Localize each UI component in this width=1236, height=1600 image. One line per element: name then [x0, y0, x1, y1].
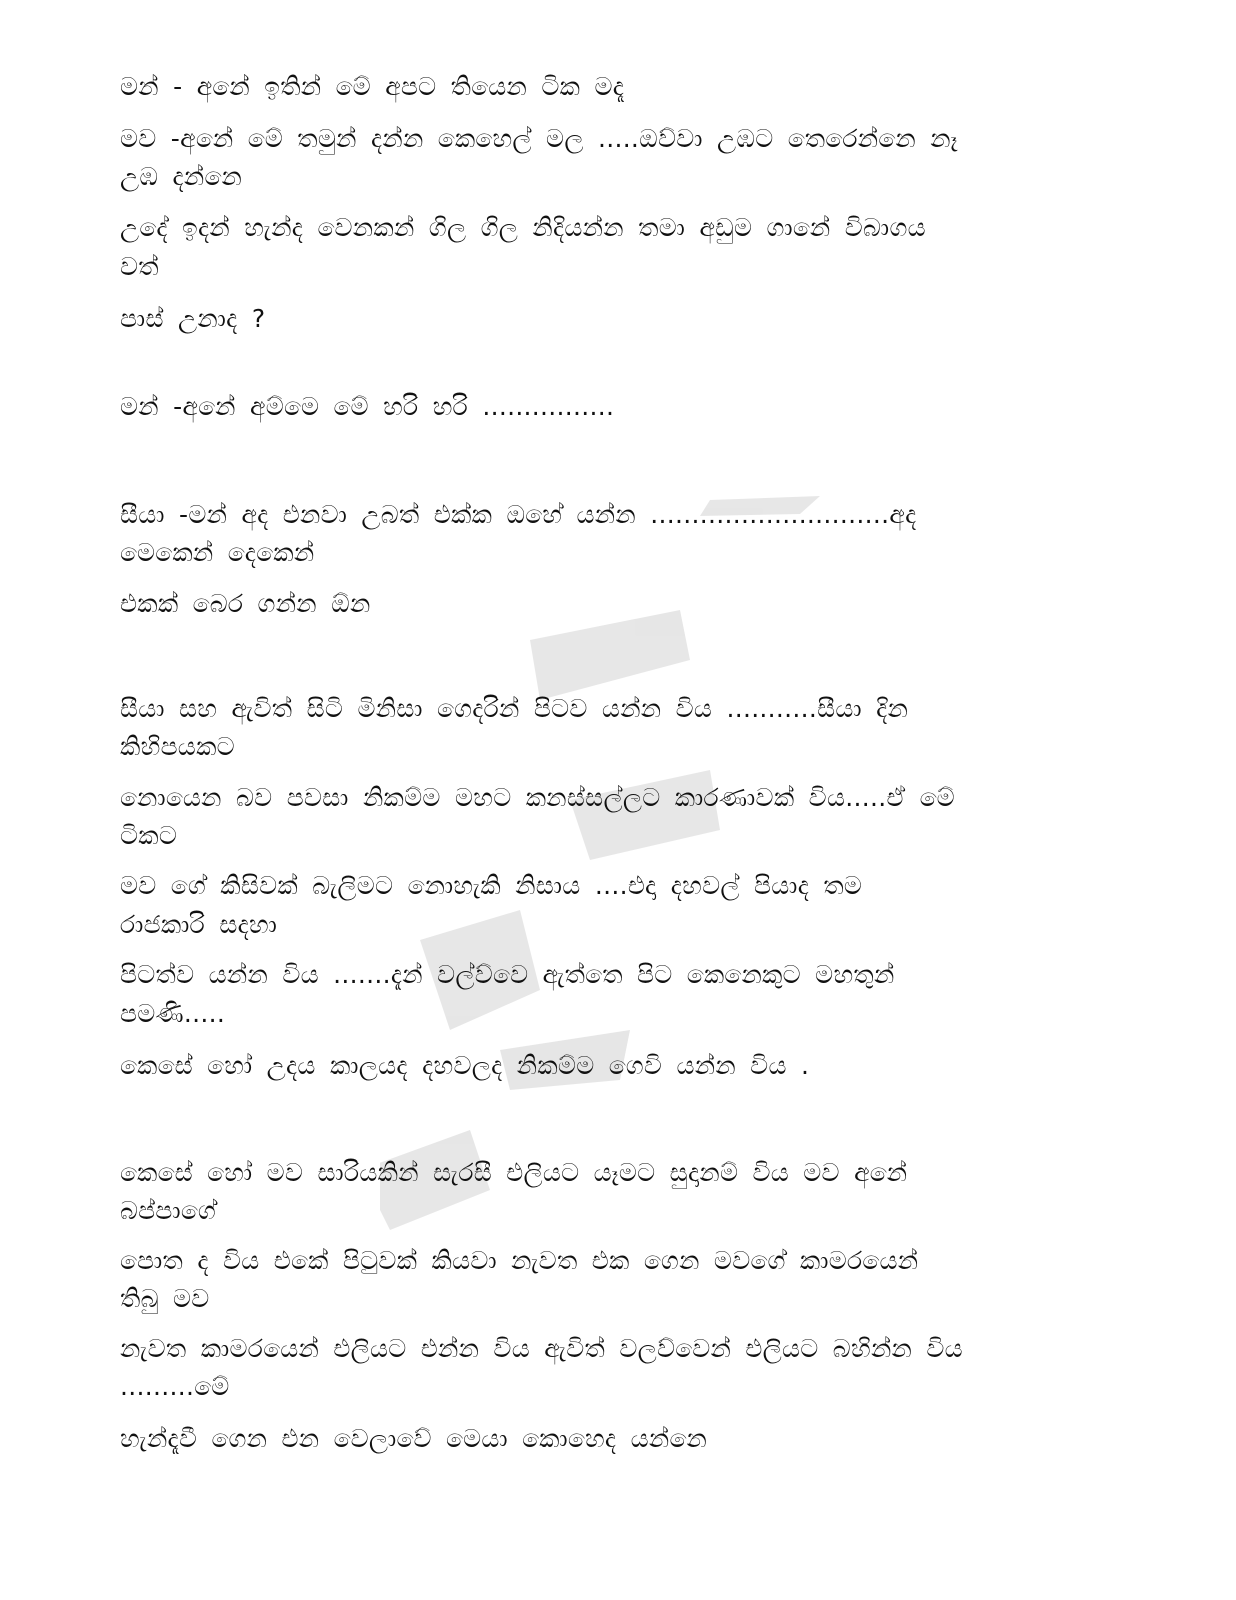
text-line: තිබු මව	[120, 1284, 210, 1313]
text-line: නැවත කාමරයෙන් එලියට එන්න විය ඇවිත් වලව්වෙන් එලියට බහින්න විය	[120, 1334, 963, 1363]
text-line: රාජකාරි සදහා	[120, 910, 278, 939]
text-line: කිහිපයකට	[120, 732, 235, 761]
text-line: සීයා සහ ඇවිත් සිටි මිනිසා ගෙදරින් පිටව යන්න විය ...........සීයා දින	[120, 694, 909, 723]
text-line: පාස් උනාද ?	[120, 304, 266, 333]
text-line: එකක් බෙර ගන්න ඕන	[120, 589, 371, 618]
text-line: පොත ද විය එකේ පිටුවක් කියවා නැවත එක ගෙන මවගේ කාමරයෙන්	[120, 1246, 919, 1275]
watermark-stroke	[530, 610, 690, 700]
text-line: කෙසේ හෝ මව සාරියකින් සැරසී එලියට යෑමට සුදානම් විය මව අනේ	[120, 1158, 908, 1187]
text-line: සීයා -මන් අද එනවා උබත් එක්ක ඔහේ යන්න .............................අද	[120, 500, 917, 529]
text-line: වත්	[120, 252, 159, 281]
text-line: මව ගේ කිසිවක් බැලිමට නොහැකි නිසාය ....එදා දහවල් පියාද තම	[120, 871, 863, 900]
text-line: ටිකට	[120, 821, 178, 850]
text-line: නොයෙන බව පවසා නිකම්ම මහට කනස්සල්ලට කාරණාවක් විය.....ඒ මේ	[120, 783, 955, 812]
text-line: උදේ ඉදන් හැන්ද වෙනකන් ගිල ගිල නිදියන්න තමා අඩුම ගානේ විබාගය	[120, 213, 926, 242]
text-line: පිටත්ව යන්න විය .......දැන් වල්ව්වෙ ඇත්තෙ පිට කෙනෙකුට මහතුන්	[120, 960, 895, 989]
text-line: බප්පාගේ	[120, 1196, 217, 1225]
text-line: මෙකෙන් දෙකෙන්	[120, 538, 315, 567]
text-line: හැන්දෑවී ගෙන එන වෙලාවේ මෙයා කොහෙද යන්නෙ	[120, 1424, 708, 1453]
text-line: උඹ දන්නෙ	[120, 162, 243, 191]
text-line: .........මේ	[120, 1372, 230, 1401]
text-line: මන් -අනේ අම්මෙ මේ හරි හරි ................	[120, 392, 615, 421]
text-line: මන් - අනේ ඉතින් මේ අපට තියෙන ටික මදෑ	[120, 72, 625, 101]
text-line: කෙසේ හෝ උදය කාලයද දහවලද නිකම්ම ගෙවි යන්න විය .	[120, 1051, 810, 1080]
text-line: පමණි.....	[120, 999, 226, 1028]
text-line: මව -අනේ මේ තමුන් දන්න කෙහෙල් මල .....ඔව්වා උඹට තෙරෙන්නෙ නෑ	[120, 124, 958, 153]
